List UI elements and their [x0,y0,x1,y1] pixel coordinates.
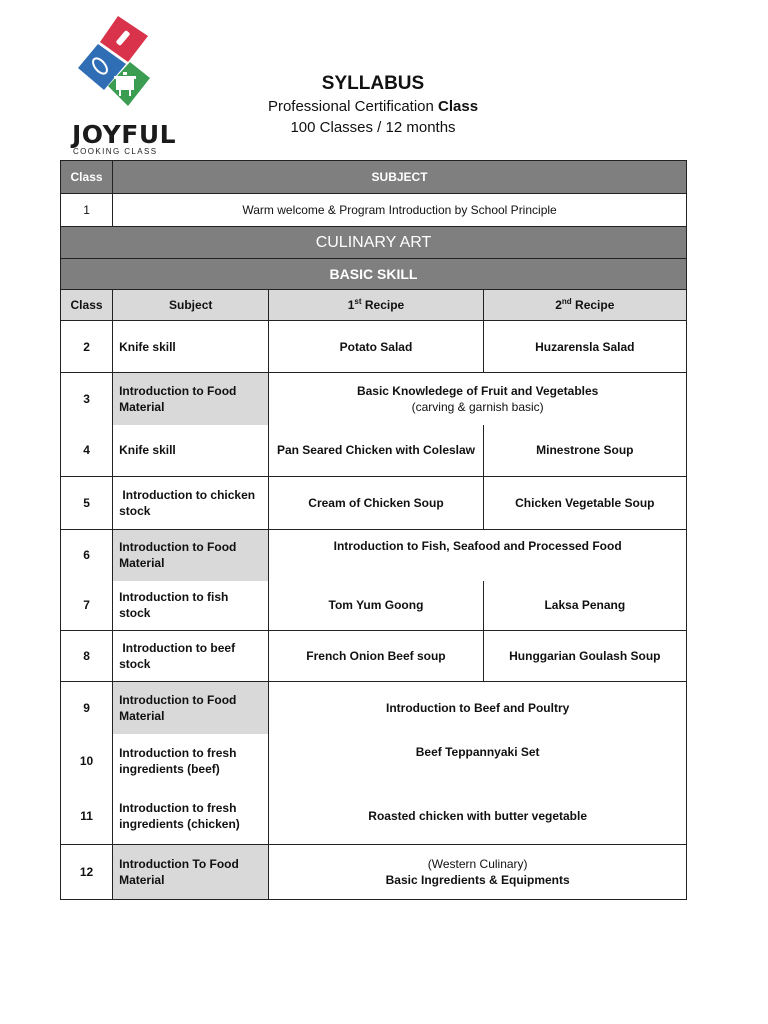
merged-recipe-cell: Introduction to Beef and Poultry [269,682,687,734]
table-row [61,682,687,734]
subject-cell: Introduction to fresh ingredients (beef) [113,734,269,788]
table-row [61,845,687,900]
class-number: 3 [61,373,113,425]
subject-cell: Introduction To Food Material [113,845,269,900]
syllabus-table [60,160,687,900]
table-row [61,373,687,425]
subtitle-duration: 100 Classes / 12 months [290,119,456,136]
class-number: 4 [61,425,113,477]
syllabus-header [230,72,516,138]
recipe-1-cell: Cream of Chicken Soup [269,477,483,530]
subsection-heading-row [61,259,687,290]
table-row [61,788,687,845]
recipe-1-cell: Tom Yum Goong [269,581,483,631]
class-number: 2 [61,321,113,373]
table-row [61,321,687,373]
table-row [61,530,687,581]
table-row [61,631,687,682]
class-number: 12 [61,845,113,900]
column-class: Class [61,290,113,321]
subtitle-bold: Class [438,98,479,115]
class-number: 7 [61,581,113,631]
subject-cell: Introduction to Food Material [113,682,269,734]
table-header-row [61,161,687,194]
subtitle-prefix: Professional Certification [267,98,439,115]
recipe-2-cell: Laksa Penang [483,581,686,631]
class-number: 5 [61,477,113,530]
merged-line-2: (carving & garnish basic) [411,399,544,414]
merged-line-1: (Western Culinary) [427,857,528,871]
subject-cell: Introduction to Food Material [113,373,269,425]
recipe-2-sup: nd [561,297,572,306]
column-subject: Subject [113,290,269,321]
column-recipe-1 [269,290,483,321]
merged-line-1: Basic Knowledege of Fruit and Vegetables [356,383,599,398]
merged-recipe-cell: Beef Teppannyaki Set [269,734,687,788]
subject-cell: Introduction to chicken stock [113,477,269,530]
class-number: 10 [61,734,113,788]
table-row [61,425,687,477]
recipe-1-sup: st [354,297,362,306]
section-heading: CULINARY ART [61,227,687,259]
subject-cell: Knife skill [113,321,269,373]
page-title: SYLLABUS [321,73,425,94]
recipe-1-cell: Pan Seared Chicken with Coleslaw [269,425,483,477]
subject-cell: Introduction to beef stock [113,631,269,682]
recipe-1-cell: Potato Salad [269,321,483,373]
subject-cell: Introduction to fresh ingredients (chicken) [113,788,269,845]
class-number: 11 [61,788,113,845]
column-header-row [61,290,687,321]
logo-diamonds-icon [70,14,170,114]
subject-cell: Knife skill [113,425,269,477]
class-number: 8 [61,631,113,682]
merged-recipe-cell: Introduction to Fish, Seafood and Processed Food [269,530,687,581]
joyful-logo [70,14,177,156]
recipe-1-word: Recipe [361,298,405,312]
class-number: 1 [61,194,113,227]
table-row [61,194,687,227]
merged-line-2: Basic Ingredients & Equipments [385,873,570,887]
intro-subject: Warm welcome & Program Introduction by School Principle [113,194,687,227]
section-heading-row [61,227,687,259]
recipe-2-cell: Minestrone Soup [483,425,686,477]
subject-cell: Introduction to fish stock [113,581,269,631]
recipe-2-num: 2 [555,298,562,312]
subsection-heading: BASIC SKILL [61,259,687,290]
merged-recipe-cell [269,373,687,425]
recipe-2-cell: Hunggarian Goulash Soup [483,631,686,682]
recipe-1-num: 1 [347,298,355,312]
subtitle-program [230,96,516,117]
table-row [61,734,687,788]
recipe-2-cell: Huzarensla Salad [483,321,686,373]
recipe-1-cell: French Onion Beef soup [269,631,483,682]
header-class: Class [61,161,113,194]
column-recipe-2 [483,290,686,321]
class-number: 9 [61,682,113,734]
class-number: 6 [61,530,113,581]
merged-recipe-cell [269,845,687,900]
table-row [61,477,687,530]
table-row [61,581,687,631]
logo-wordmark: JOYFUL [72,120,177,149]
subject-cell: Introduction to Food Material [113,530,269,581]
recipe-2-word: Recipe [571,298,615,312]
recipe-2-cell: Chicken Vegetable Soup [483,477,686,530]
merged-recipe-cell: Roasted chicken with butter vegetable [269,788,687,845]
logo-tagline: COOKING CLASS [73,147,158,156]
header-subject: SUBJECT [113,161,687,194]
